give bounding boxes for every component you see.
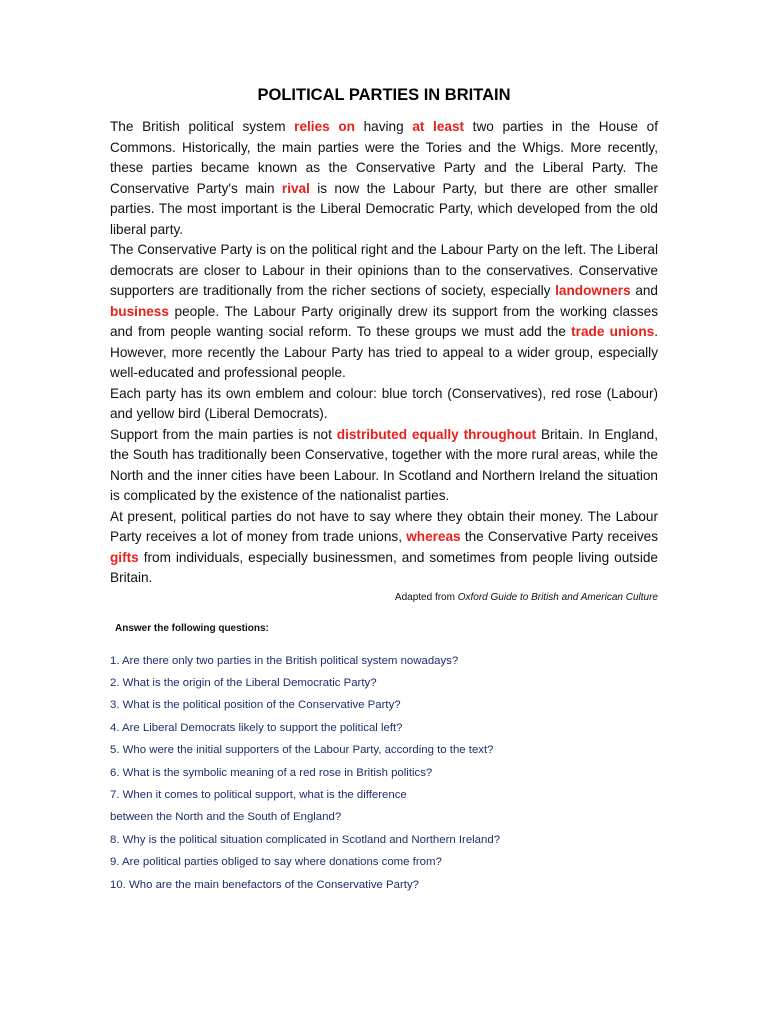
question-item: 7. When it comes to political support, what is the difference bbox=[110, 788, 407, 801]
highlighted-term: at least bbox=[412, 119, 465, 134]
question-item: 3. What is the political position of the Conservative Party? bbox=[110, 699, 401, 712]
highlighted-term: rival bbox=[281, 180, 310, 196]
question-item: 5. Who were the initial supporters of the Labour Party, according to the text? bbox=[110, 744, 494, 757]
questions-list bbox=[110, 650, 658, 896]
source-citation bbox=[110, 591, 658, 605]
text-segment: two parties in the House of Commons. Historically, the main parties were the Tories and the Whigs. More recently, these parties became known as the Conservative Party and the Liberal Party. The Conservative Party's main bbox=[110, 119, 658, 196]
question-item: 6. What is the symbolic meaning of a red rose in British politics? bbox=[110, 766, 433, 779]
text-segment: people. The Labour Party originally drew its support from the working classes and from people wanting social reform. To these groups we must add the bbox=[110, 303, 658, 339]
highlighted-term: landowners bbox=[555, 283, 631, 298]
text-segment: At present, political parties do not have to say where they obtain their money. The Labour Party receives a lot of money from trade unions, bbox=[110, 508, 658, 544]
question-item: 8. Why is the political situation complicated in Scotland and Northern Ireland? bbox=[110, 833, 501, 846]
page-title: POLITICAL PARTIES IN BRITAIN bbox=[257, 86, 511, 104]
paragraph bbox=[110, 240, 658, 384]
paragraph bbox=[110, 425, 658, 507]
text-segment: from individuals, especially businessmen, and sometimes from people living outside Britain. bbox=[110, 549, 658, 585]
document-page bbox=[110, 86, 658, 896]
highlighted-term: gifts bbox=[110, 549, 139, 565]
question-item: 9. Are political parties obliged to say where donations come from? bbox=[110, 856, 442, 869]
question-item: 4. Are Liberal Democrats likely to support the political left? bbox=[110, 721, 403, 734]
highlighted-term: whereas bbox=[406, 529, 461, 544]
text-segment: Support from the main parties is not bbox=[110, 426, 337, 442]
highlighted-term: business bbox=[110, 303, 169, 319]
text-segment: and bbox=[630, 283, 658, 298]
text-segment: the Conservative Party receives bbox=[460, 529, 658, 544]
text-segment: The British political system bbox=[110, 119, 295, 134]
instructions: Answer the following questions: bbox=[115, 622, 269, 634]
highlighted-term: relies on bbox=[294, 119, 355, 134]
text-segment: The Conservative Party is on the political right and the Labour Party on the left. The Liberal democrats are closer to Labour in their opinions than to the conservatives. Conservative supporters are traditionally from the richer sections of society, especially bbox=[110, 242, 658, 298]
paragraph bbox=[110, 507, 658, 589]
highlighted-term: distributed equally throughout bbox=[336, 426, 537, 442]
text-segment: . However, more recently the Labour Party has tried to appeal to a wider group, especially well-educated and professional people. bbox=[110, 324, 658, 380]
highlighted-term: trade unions bbox=[571, 324, 655, 339]
question-item: 10. Who are the main benefactors of the Conservative Party? bbox=[110, 878, 419, 891]
text-segment: is now the Labour Party, but there are other smaller parties. The most important is the Liberal Democratic Party, which developed from the old liberal party. bbox=[110, 180, 658, 237]
paragraph bbox=[110, 117, 658, 240]
article-body bbox=[110, 117, 658, 589]
source-work: Oxford Guide to British and American Culture bbox=[457, 591, 658, 603]
question-item: 2. What is the origin of the Liberal Democratic Party? bbox=[110, 676, 377, 689]
text-segment: having bbox=[354, 119, 413, 134]
question-item: 1. Are there only two parties in the British political system nowadays? bbox=[110, 654, 459, 667]
text-segment: Each party has its own emblem and colour: blue torch (Conservatives), red rose (Labour) and yellow bird (Liberal Democrats). bbox=[110, 385, 658, 421]
text-segment: Britain. In England, the South has traditionally been Conservative, together with the more rural areas, while the North and the inner cities have been Labour. In Scotland and Northern Ireland the situation is complicated by the existence of the nationalist parties. bbox=[110, 426, 658, 503]
question-item: between the North and the South of England? bbox=[110, 811, 342, 824]
source-prefix: Adapted from bbox=[394, 591, 458, 603]
paragraph bbox=[110, 384, 658, 425]
